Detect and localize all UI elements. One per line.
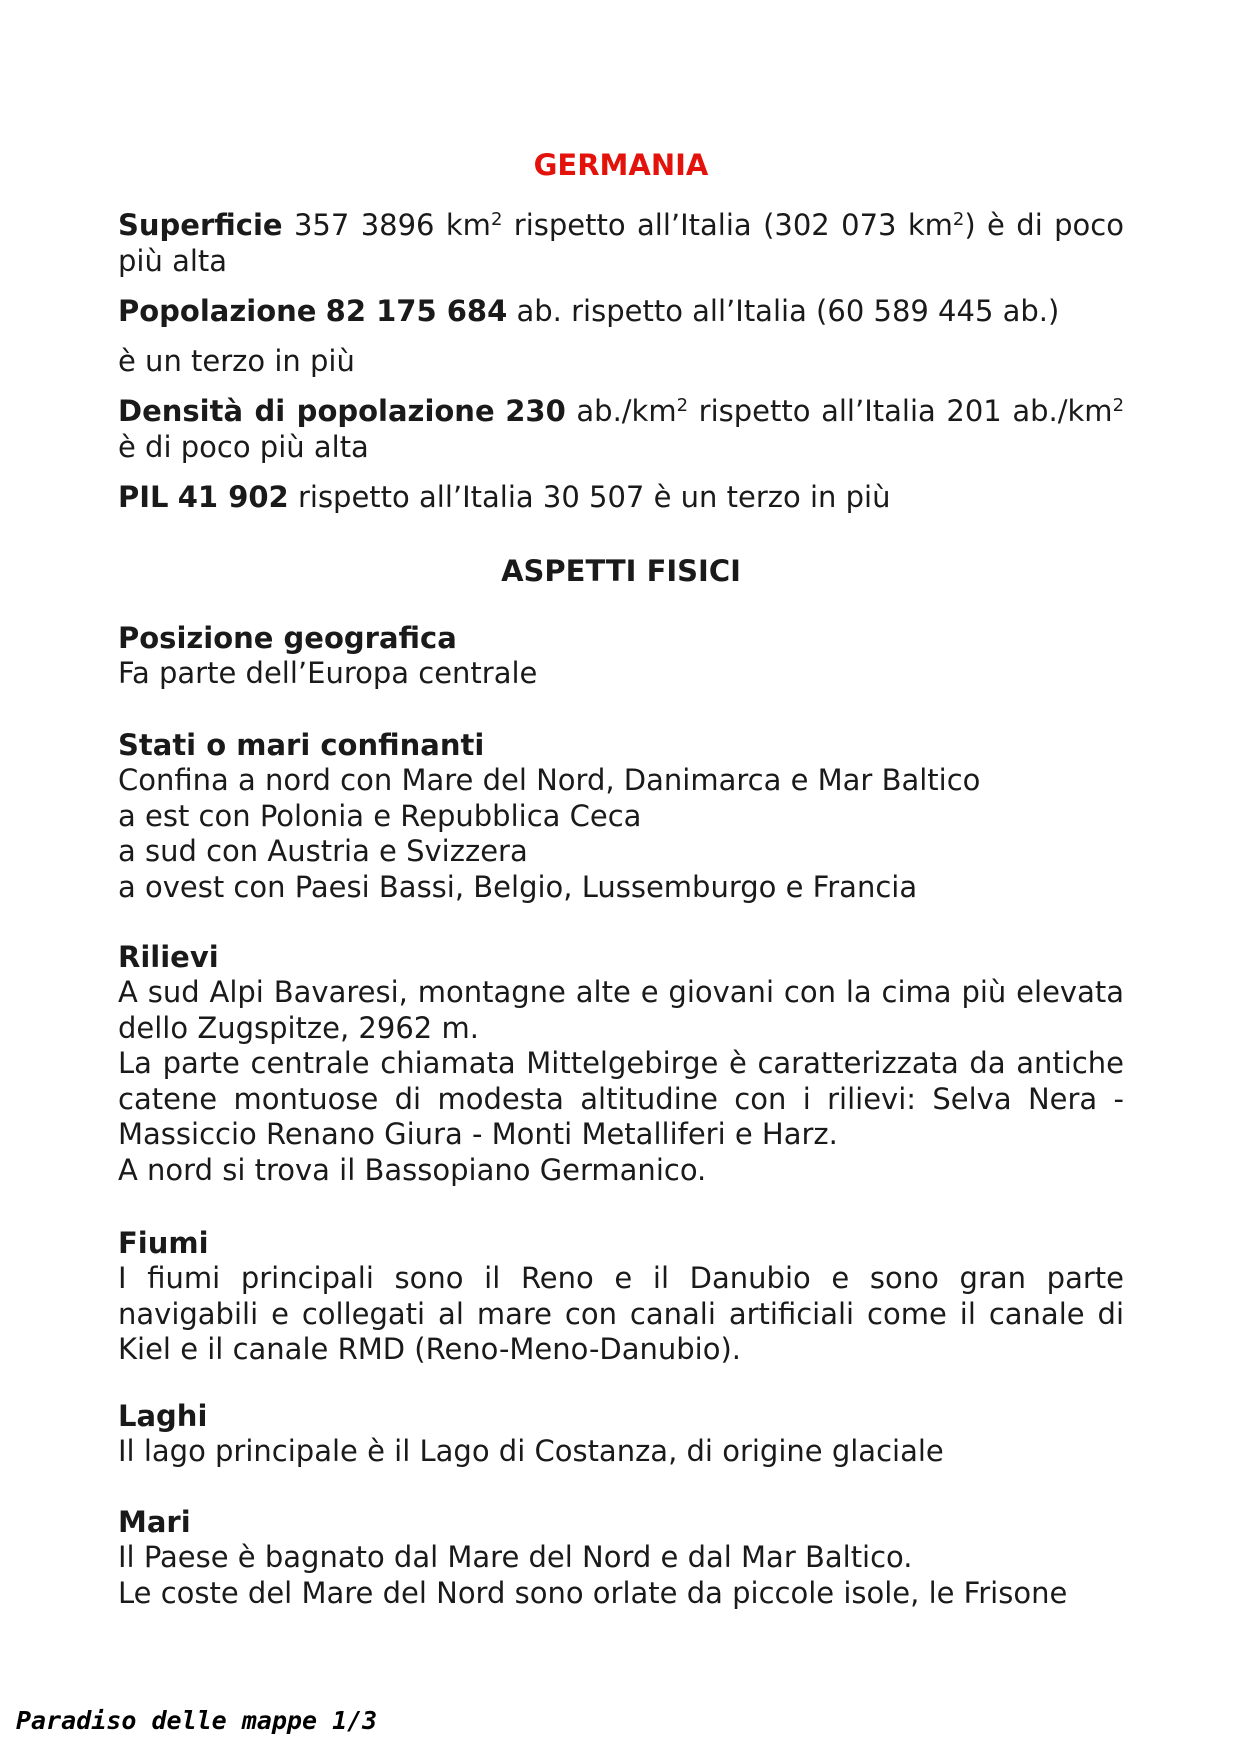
- stat-label: Densità di popolazione: [118, 394, 495, 428]
- stat-popolazione-line2: è un terzo in più: [118, 344, 355, 378]
- superscript: 2: [1112, 395, 1125, 416]
- stat-text: ) è di poco più alta: [118, 208, 1124, 278]
- section-rilievi: [118, 939, 1124, 1188]
- section-line: Fa parte dell’Europa centrale: [118, 656, 538, 690]
- stat-superficie: [118, 207, 1124, 279]
- section-paragraph: A nord si trova il Bassopiano Germanico.: [118, 1152, 707, 1187]
- section-line: Confina a nord con Mare del Nord, Danimarca e Mar Baltico: [118, 763, 981, 797]
- section-title: ASPETTI FISICI: [501, 554, 741, 588]
- section-line: Il Paese è bagnato dal Mare del Nord e dal Mar Baltico.: [118, 1540, 913, 1574]
- section-heading: Rilievi: [118, 940, 219, 974]
- section-paragraph: La parte centrale chiamata Mittelgebirge è caratterizzata da antiche catene montuose di modesta altitudine con i rilievi: Selva Nera - Massiccio Renano Giura - Monti Metalliferi e Harz.: [118, 1046, 1124, 1151]
- stat-densita: [118, 393, 1124, 465]
- section-mari: [118, 1504, 1124, 1611]
- stat-text: ab./km: [565, 394, 677, 428]
- stat-value: 357 3896 km: [293, 208, 491, 242]
- document-title: GERMANIA: [533, 148, 709, 182]
- stat-label: PIL: [118, 480, 169, 514]
- section-laghi: [118, 1398, 1124, 1470]
- stat-text: ab. rispetto all’Italia (60 589 445 ab.): [507, 294, 1060, 328]
- stat-text: rispetto all’Italia 201 ab./km: [688, 394, 1113, 428]
- superscript: 2: [676, 395, 689, 416]
- stat-pil: [118, 479, 1124, 515]
- stat-text: è di poco più alta: [118, 430, 369, 464]
- stat-label: Popolazione: [118, 294, 317, 328]
- superscript: 2: [490, 209, 503, 230]
- page-footer: Paradiso delle mappe 1/3: [16, 1706, 378, 1735]
- stat-label: Superficie: [118, 208, 283, 242]
- section-fiumi: [118, 1225, 1124, 1368]
- section-line: Il lago principale è il Lago di Costanza, di origine glaciale: [118, 1434, 944, 1468]
- section-line: a ovest con Paesi Bassi, Belgio, Lussemburgo e Francia: [118, 869, 918, 904]
- section-line: a sud con Austria e Svizzera: [118, 834, 528, 868]
- stat-value: 82 175 684: [325, 294, 508, 328]
- section-heading: Mari: [118, 1505, 191, 1539]
- section-heading: Stati o mari confinanti: [118, 728, 485, 762]
- section-confini: [118, 727, 1124, 905]
- section-paragraph: Le coste del Mare del Nord sono orlate da piccole isole, le Frisone: [118, 1575, 1068, 1610]
- section-paragraph: I fiumi principali sono il Reno e il Danubio e sono gran parte navigabili e collegati al mare con canali artificiali come il canale di Kiel e il canale RMD (Reno-Meno-Danubio).: [118, 1261, 1124, 1366]
- stat-text: rispetto all’Italia (302 073 km: [502, 208, 953, 242]
- stat-value: 41 902: [177, 480, 289, 514]
- section-heading: Laghi: [118, 1399, 208, 1433]
- section-line: a est con Polonia e Repubblica Ceca: [118, 798, 642, 833]
- section-heading: Posizione geografica: [118, 621, 457, 655]
- section-posizione: [118, 620, 1124, 692]
- superscript: 2: [952, 209, 965, 230]
- stat-value: 230: [505, 394, 566, 428]
- stat-text: rispetto all’Italia 30 507 è un terzo in più: [288, 480, 891, 514]
- section-heading: Fiumi: [118, 1226, 209, 1260]
- section-paragraph: A sud Alpi Bavaresi, montagne alte e giovani con la cima più elevata dello Zugspitze, 2962 m.: [118, 975, 1124, 1045]
- stat-popolazione: [118, 293, 1124, 329]
